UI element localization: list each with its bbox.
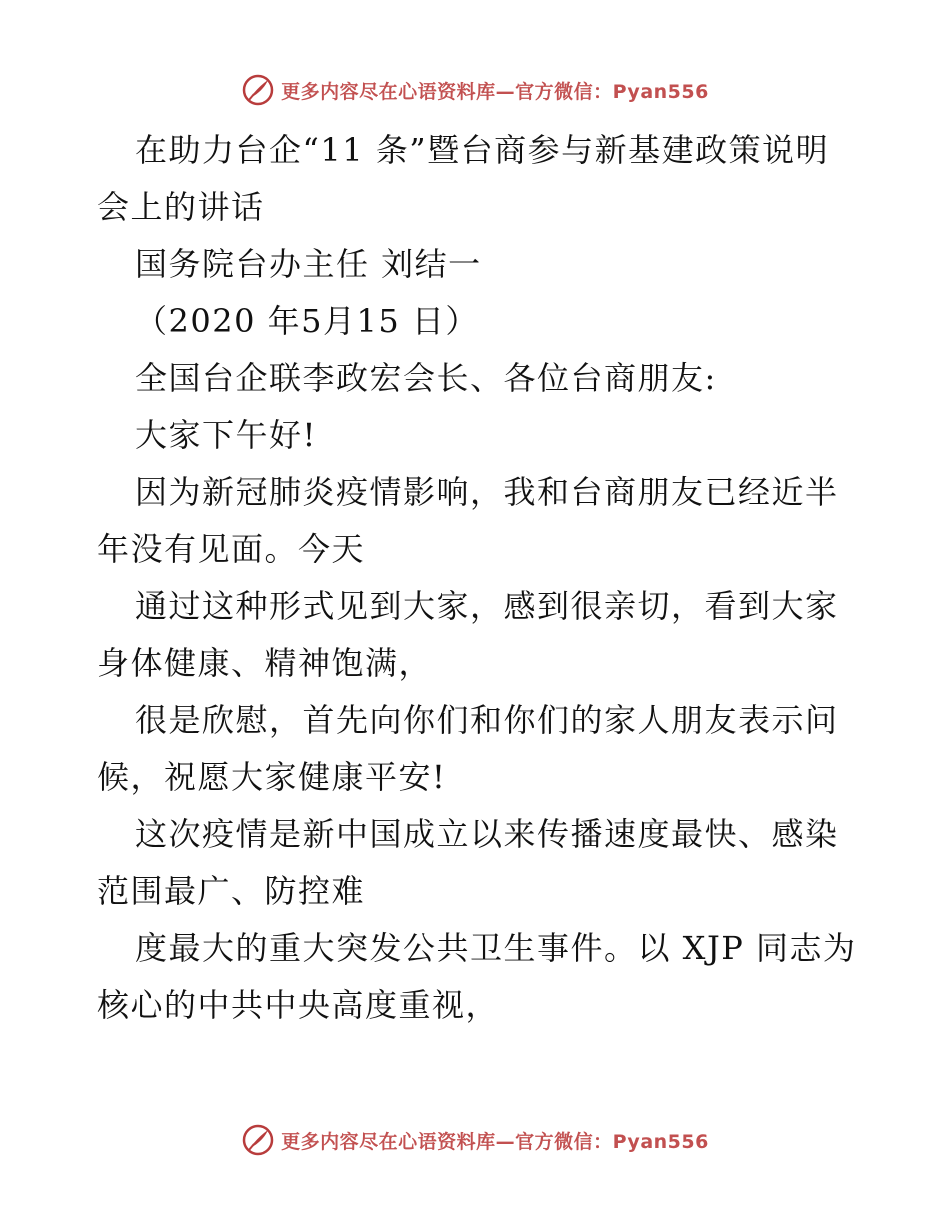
speaker-line: 国务院台办主任 刘结一 [135,245,482,283]
quill-circle-icon [241,73,275,107]
quill-circle-icon [241,1123,275,1157]
body-paragraph: 很是欣慰，首先向你们和你们的家人朋友表示问候，祝愿大家健康平安! [97,701,839,796]
document-title: 在助力台企“11 条”暨台商参与新基建政策说明会上的讲话 [97,131,830,226]
watermark-text: 更多内容尽在心语资料库—官方微信：Pyan556 [281,80,709,103]
header-watermark [0,70,950,110]
salutation: 全国台企联李政宏会长、各位台商朋友: [135,359,717,397]
body-paragraph: 通过这种形式见到大家，感到很亲切，看到大家身体健康、精神饱满， [97,587,839,682]
body-paragraph: 度最大的重大突发公共卫生事件。以 XJP 同志为核心的中共中央高度重视， [97,929,857,1024]
body-paragraph: 因为新冠肺炎疫情影响，我和台商朋友已经近半年没有见面。今天 [97,473,839,568]
greeting: 大家下午好! [135,416,317,454]
body-paragraph: 这次疫情是新中国成立以来传播速度最快、感染范围最广、防控难 [97,815,839,910]
date-line: （2020 年5月15 日） [135,302,479,340]
document-body [97,122,857,1034]
footer-watermark [0,1120,950,1160]
watermark-text: 更多内容尽在心语资料库—官方微信：Pyan556 [281,1130,709,1153]
